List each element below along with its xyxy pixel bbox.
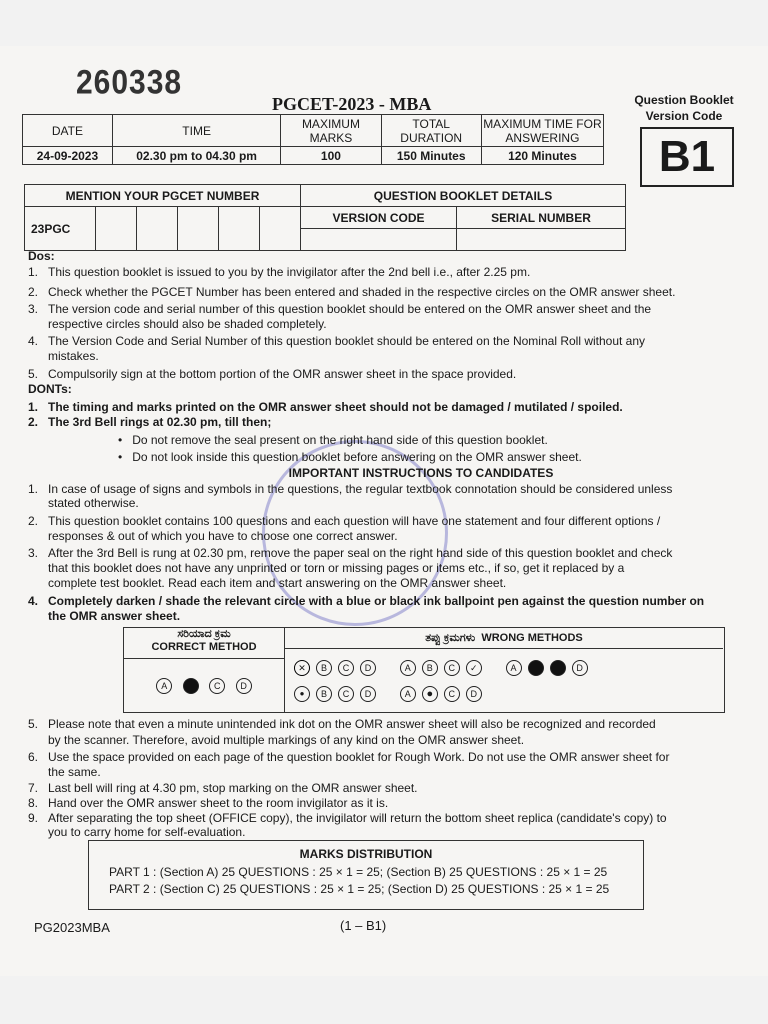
version-code-entry[interactable] (301, 229, 457, 251)
exam-title: PGCET-2023 - MBA (272, 94, 432, 114)
version-code-label: Question Booklet Version Code (634, 93, 734, 123)
omr-marking-methods (123, 627, 725, 713)
value-time: 02.30 pm to 04.30 pm (112, 147, 280, 165)
header-max-marks: MAXIMUM MARKS (281, 115, 381, 147)
list-item: 5. Please note that even a minute unintended ink dot on the OMR answer sheet will also be recognized and recorded (28, 717, 656, 731)
candidate-details-table (24, 184, 626, 251)
list-item: 1. This question booklet is issued to you by the invigilator after the 2nd bell i.e., after 2.25 pm. (28, 265, 531, 279)
pgcet-digit-box[interactable] (260, 207, 301, 251)
list-item: mistakes. (48, 349, 99, 363)
serial-number-entry[interactable] (456, 229, 625, 251)
list-item: stated otherwise. (48, 496, 139, 510)
exam-info-table (22, 114, 604, 165)
page-number: (1 – B1) (340, 918, 387, 933)
pgcet-number-label: MENTION YOUR PGCET NUMBER (25, 185, 301, 207)
version-code-header: VERSION CODE (301, 207, 457, 229)
list-item: complete test booklet. Read each item and start answering on the OMR answer sheet. (48, 576, 507, 590)
correct-method-panel (124, 628, 285, 712)
list-item: • Do not look inside this question booklet before answering on the OMR answer sheet. (118, 450, 582, 464)
wrong-methods-label: WRONG METHODS (481, 632, 583, 644)
footer-code: PG2023MBA (34, 920, 110, 935)
wrong-methods-kannada: ತಪ್ಪು ಕ್ರಮಗಳು (425, 632, 476, 644)
value-total-duration: 150 Minutes (381, 147, 481, 165)
booklet-serial-number: 260338 (76, 63, 183, 102)
value-max-marks: 100 (281, 147, 381, 165)
pgcet-digit-box[interactable] (178, 207, 219, 251)
pgcet-digit-box[interactable] (137, 207, 178, 251)
list-item: that this booklet does not have any unprinted or torn or missing pages or items etc., if so, get it replaced by a (48, 561, 625, 575)
list-item: the same. (48, 765, 101, 779)
list-item: 5. Compulsorily sign at the bottom portion of the OMR answer sheet in the space provided. (28, 367, 517, 381)
serial-number-header: SERIAL NUMBER (456, 207, 625, 229)
list-item: the OMR answer sheet. (48, 609, 181, 623)
header-time: TIME (112, 115, 280, 147)
marks-part-1: PART 1 : (Section A) 25 QUESTIONS : 25 × 1 = 25; (Section B) 25 QUESTIONS : 25 × 1 = 25 (109, 865, 608, 879)
list-item: you to carry home for self-evaluation. (48, 825, 246, 839)
instructions-heading: IMPORTANT INSTRUCTIONS TO CANDIDATES (288, 466, 554, 480)
header-date: DATE (23, 115, 113, 147)
donts-heading: DONTs: (28, 382, 72, 396)
list-item: 7. Last bell will ring at 4.30 pm, stop marking on the OMR answer sheet. (28, 781, 418, 795)
list-item: 4. Completely darken / shade the relevant circle with a blue or black ink ballpoint pen against the question number on (28, 594, 705, 608)
wrong-method-row: ✕ B C D A B C ✓ A D (285, 649, 723, 677)
list-item: 9. After separating the top sheet (OFFICE copy), the invigilator will return the bottom sheet replica (candidate's copy) to (28, 811, 667, 825)
correct-method-label: CORRECT METHOD (151, 641, 257, 653)
list-item: 1. In case of usage of signs and symbols in the questions, the regular textbook connotation should be considered unless (28, 482, 673, 496)
list-item: responses & out of which you have to choose one correct answer. (48, 529, 398, 543)
marks-distribution-heading: MARKS DISTRIBUTION (299, 847, 433, 861)
pgcet-digit-box[interactable] (219, 207, 260, 251)
list-item: • Do not remove the seal present on the right hand side of this question booklet. (118, 433, 548, 447)
booklet-details-label: QUESTION BOOKLET DETAILS (301, 185, 626, 207)
list-item: respective circles should also be shaded completely. (48, 317, 327, 331)
list-item: 2. Check whether the PGCET Number has been entered and shaded in the respective circles on the OMR answer sheet. (28, 285, 676, 299)
list-item: 3. The version code and serial number of this question booklet should be entered on the OMR answer sheet and the (28, 302, 652, 316)
marks-distribution-box (88, 840, 644, 910)
header-max-answer-time: MAXIMUM TIME FOR ANSWERING (483, 116, 602, 145)
header-total-duration: TOTAL DURATION (381, 115, 481, 147)
value-date: 24-09-2023 (23, 147, 113, 165)
list-item: by the scanner. Therefore, avoid multiple markings of any kind on the OMR answer sheet. (48, 733, 525, 747)
list-item: 2. The 3rd Bell rings at 02.30 pm, till then; (28, 415, 272, 429)
correct-method-example: A C D (124, 659, 284, 695)
pgcet-prefix: 23PGC (25, 207, 96, 251)
marks-part-2: PART 2 : (Section C) 25 QUESTIONS : 25 × 1 = 25; (Section D) 25 QUESTIONS : 25 × 1 = 25 (109, 882, 610, 896)
list-item: 2. This question booklet contains 100 questions and each question will have one statement and four different options / (28, 514, 661, 528)
wrong-methods-panel (285, 628, 723, 712)
list-item: 1. The timing and marks printed on the OMR answer sheet should not be damaged / mutilated / spoiled. (28, 400, 623, 414)
list-item: 3. After the 3rd Bell is rung at 02.30 pm, remove the paper seal on the right hand side of this question booklet and check (28, 546, 673, 560)
list-item: 6. Use the space provided on each page of the question booklet for Rough Work. Do not use the OMR answer sheet for (28, 750, 670, 764)
pgcet-digit-box[interactable] (96, 207, 137, 251)
dos-heading: Dos: (28, 249, 55, 263)
wrong-method-row: ● B C D A ● C D (285, 677, 723, 703)
value-max-answer-time: 120 Minutes (481, 147, 603, 165)
version-code-box: B1 (640, 127, 734, 187)
list-item: 8. Hand over the OMR answer sheet to the room invigilator as it is. (28, 796, 389, 810)
correct-method-kannada: ಸರಿಯಾದ ಕ್ರಮ (177, 628, 231, 640)
list-item: 4. The Version Code and Serial Number of this question booklet should be entered on the Nominal Roll without any (28, 334, 646, 348)
